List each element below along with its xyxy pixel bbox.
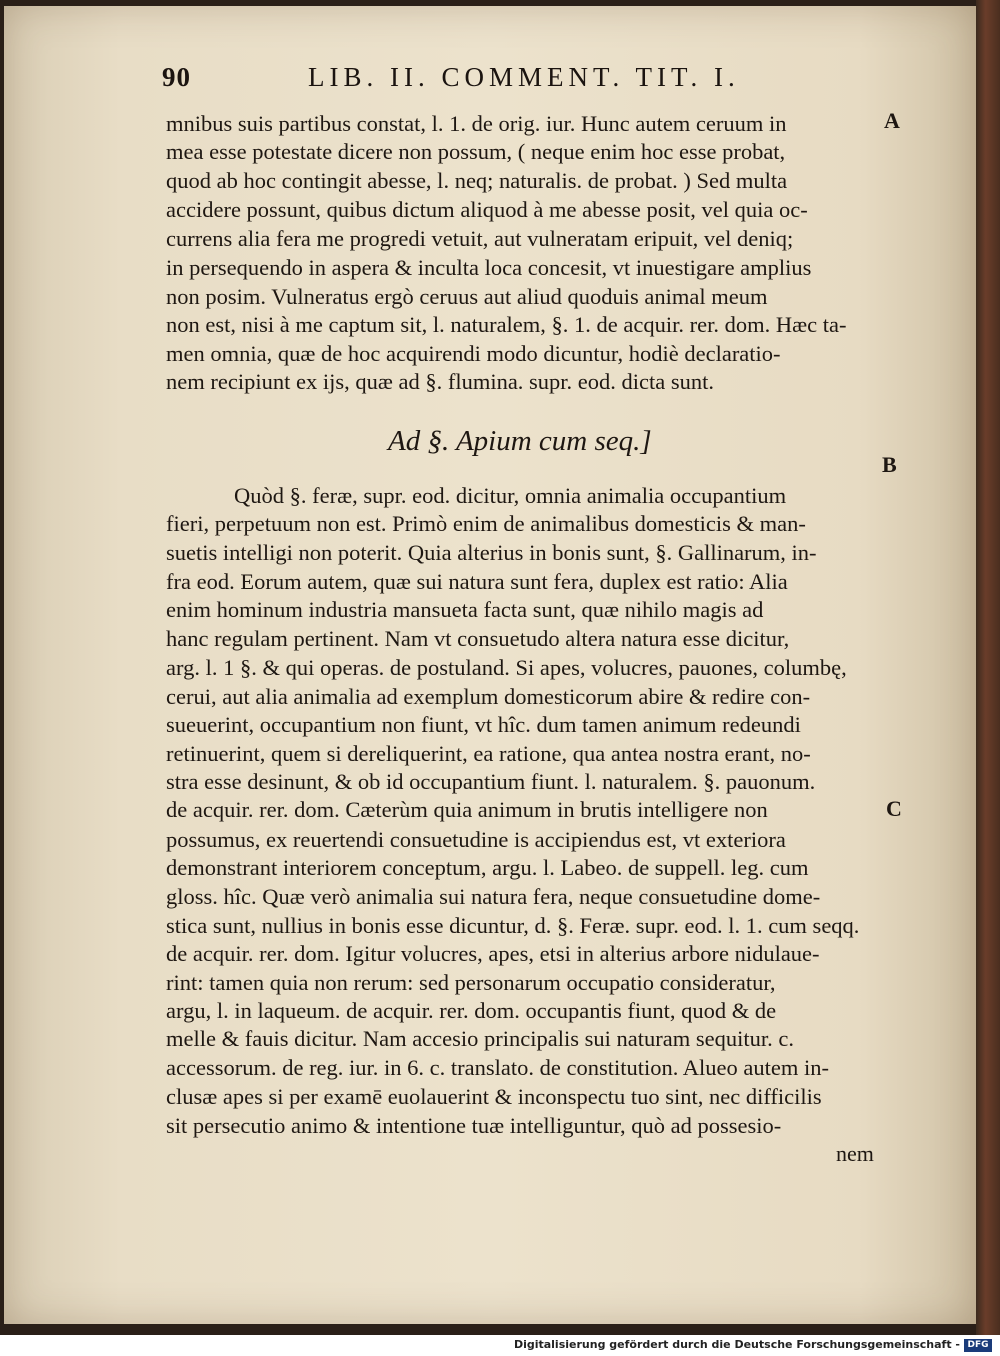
- footer-credit-text: Digitalisierung gefördert durch die Deutsche Forschungsgemeinschaft -: [513, 1338, 960, 1351]
- text-line: stra esse desinunt, & ob id occupantium fiunt. l. naturalem. §. pauonum.: [166, 769, 816, 794]
- text-line: fra eod. Eorum autem, quæ sui natura sunt fera, duplex est ratio: Alia: [166, 569, 788, 594]
- text-line: enim hominum industria mansueta facta sunt, quæ nihilo magis ad: [166, 597, 764, 622]
- dfg-logo[interactable]: DFG: [964, 1339, 992, 1352]
- margin-letter-c: C: [886, 796, 902, 821]
- text-line: cerui, aut alia animalia ad exemplum domesticorum abire & redire con-: [166, 684, 811, 709]
- text-line: quod ab hoc contingit abesse, l. neq; naturalis. de probat. ) Sed multa: [166, 168, 788, 193]
- text-line: argu, l. in laqueum. de acquir. rer. dom. occupantis fiunt, quod & de: [166, 998, 777, 1023]
- text-line: non est, nisi à me captum sit, l. naturalem, §. 1. de acquir. rer. dom. Hæc ta-: [166, 312, 847, 337]
- text-line: de acquir. rer. dom. Igitur volucres, apes, etsi in alterius arbore nidulaue-: [166, 941, 820, 966]
- text-line: nem recipiunt ex ijs, quæ ad §. flumina. supr. eod. dicta sunt.: [166, 369, 715, 394]
- text-line: possumus, ex reuertendi consuetudine is accipiendus est, vt exteriora: [166, 827, 786, 852]
- text-line: in persequendo in aspera & inculta loca concesit, vt inuestigare amplius: [166, 255, 812, 280]
- text-line: currens alia fera me progredi vetuit, aut vulneratam eripuit, vel deniq;: [166, 226, 794, 251]
- text-line: non posim. Vulneratus ergò ceruus aut aliud quoduis animal meum: [166, 284, 768, 309]
- text-line: melle & fauis dicitur. Nam accesio principalis sui naturam sequitur. c.: [166, 1026, 794, 1051]
- text-line: hanc regulam pertinent. Nam vt consuetudo altera natura esse dicitur,: [166, 626, 790, 651]
- text-line: suetis intelligi non poterit. Quia alterius in bonis sunt, §. Gallinarum, in-: [166, 540, 817, 565]
- text-line: mnibus suis partibus constat, l. 1. de orig. iur. Hunc autem ceruum in: [166, 111, 787, 136]
- text-line: accessorum. de reg. iur. in 6. c. translato. de constitution. Alueo autem in-: [166, 1055, 829, 1080]
- text-line: clusæ apes si per examē euolauerint & inconspectu tuo sint, nec difficilis: [166, 1084, 822, 1109]
- text-line: gloss. hîc. Quæ verò animalia sui natura fera, neque consuetudine dome-: [166, 884, 821, 909]
- margin-letter-a: A: [884, 108, 900, 133]
- digitization-footer: [0, 1335, 1000, 1356]
- text-line: stica sunt, nullius in bonis esse dicuntur, d. §. Feræ. supr. eod. l. 1. cum seqq.: [166, 913, 860, 938]
- text-line: de acquir. rer. dom. Cæterùm quia animum in brutis intelligere non: [166, 797, 768, 822]
- text-line: rint: tamen quia non rerum: sed personarum occupatio consideratur,: [166, 970, 776, 995]
- running-head: LIB. II. COMMENT. TIT. I.: [308, 62, 740, 92]
- book-binding-edge: [976, 0, 1000, 1335]
- margin-letter-b: B: [882, 452, 897, 477]
- text-line: arg. l. 1 §. & qui operas. de postuland. Si apes, volucres, pauones, columbę,: [166, 655, 847, 680]
- section-heading: Ad §. Apium cum seq.]: [388, 425, 652, 457]
- text-line: demonstrant interiorem conceptum, argu. l. Labeo. de suppell. leg. cum: [166, 855, 809, 880]
- text-line: Quòd §. feræ, supr. eod. dicitur, omnia animalia occupantium: [234, 483, 787, 508]
- catchword: nem: [836, 1141, 874, 1166]
- text-line: fieri, perpetuum non est. Primò enim de animalibus domesticis & man-: [166, 511, 806, 536]
- page-number: 90: [162, 62, 191, 92]
- text-line: men omnia, quæ de hoc acquirendi modo dicuntur, hodiè declaratio-: [166, 341, 781, 366]
- text-line: sueuerint, occupantium non fiunt, vt hîc. dum tamen animum redeundi: [166, 712, 801, 737]
- text-line: accidere possunt, quibus dictum aliquod à me abesse posit, vel quia oc-: [166, 197, 808, 222]
- text-line: mea esse potestate dicere non possum, ( neque enim hoc esse probat,: [166, 139, 786, 164]
- text-line: sit persecutio animo & intentione tuæ intelliguntur, quò ad possesio-: [166, 1113, 782, 1138]
- text-line: retinuerint, quem si dereliquerint, ea ratione, qua antea nostra erant, no-: [166, 741, 811, 766]
